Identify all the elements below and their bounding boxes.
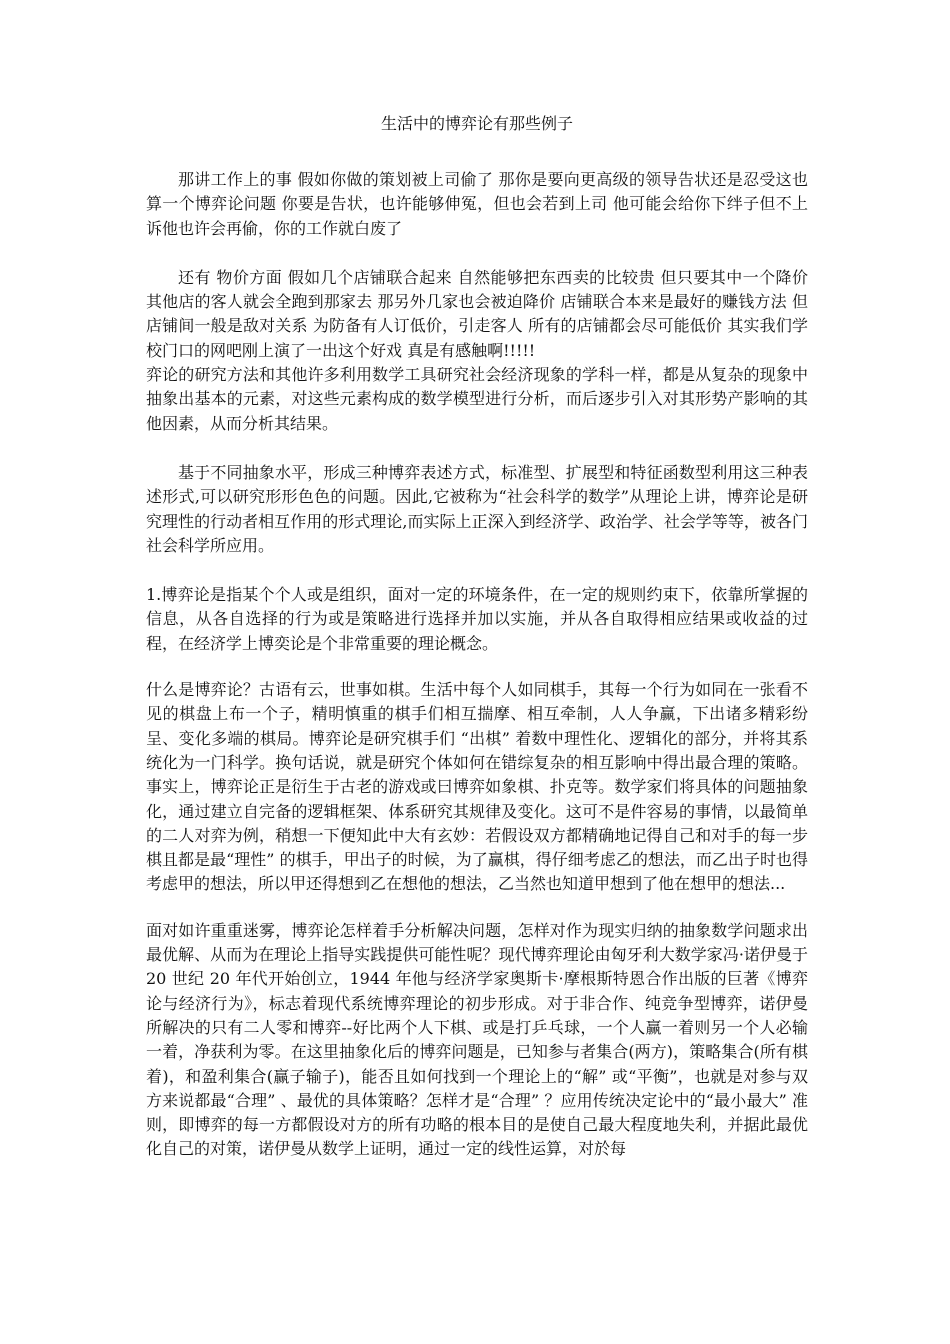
paragraph-representation-forms: 基于不同抽象水平，形成三种博弈表述方式，标准型、扩展型和特征函数型利用这三种表述形式,可以研究形形色色的问题。因此,它被称为“社会科学的数学”从理论上讲，博弈论是研究理性的行动者相互作用的形式理论,而实际上正深入到经济学、政治学、社会学等等，被各门社会科学所应用。 — [146, 462, 808, 555]
document-title: 生活中的博弈论有那些例子 — [380, 114, 573, 133]
document-body — [146, 112, 808, 1162]
paragraph-price-example: 还有 物价方面 假如几个店铺联合起来 自然能够把东西卖的比较贵 但只要其中一个降价 其他店的客人就会全跑到那家去 那另外几家也会被迫降价 店铺联合本来是最好的赚钱方法 但店铺间一般是敌对关系 为防备有人订低价，引走客人 所有的店铺都会尽可能低价 其实我们学校门口的网吧刚上演了一出这个好戏 真是有感触啊!!!!! — [146, 267, 808, 360]
paragraph-what-is-game-theory: 什么是博弈论？古语有云，世事如棋。生活中每个人如同棋手，其每一个行为如同在一张看不见的棋盘上布一个子，精明慎重的棋手们相互揣摩、相互牵制，人人争赢，下出诸多精彩纷呈、变化多端的棋局。博弈论是研究棋手们 “出棋” 着数中理性化、逻辑化的部分，并将其系统化为一门科学。换句话说，就是研究个体如何在错综复杂的相互影响中得出最合理的策略。事实上，博弈论正是衍生于古老的游戏或曰博弈如象棋、扑克等。数学家们将具体的问题抽象化，通过建立自完备的逻辑框架、体系研究其规律及变化。这可不是件容易的事情，以最简单的二人对弈为例，稍想一下便知此中大有玄妙：若假设双方都精确地记得自己和对手的每一步棋且都是最“理性” 的棋手，甲出子的时候，为了赢棋，得仔细考虑乙的想法，而乙出子时也得考虑甲的想法，所以甲还得想到乙在想他的想法，乙当然也知道甲想到了他在想甲的想法... — [146, 680, 808, 894]
paragraph-von-neumann: 面对如许重重迷雾，博弈论怎样着手分析解决问题，怎样对作为现实归纳的抽象数学问题求出最优解、从而为在理论上指导实践提供可能性呢？现代博弈理论由匈牙利大数学家冯·诺伊曼于 20 世纪 20 年代开始创立，1944 年他与经济学家奥斯卡·摩根斯特恩合作出版的巨著《博弈论与经济行为》，标志着现代系统博弈理论的初步形成。对于非合作、纯竞争型博弈，诺伊曼所解决的只有二人零和博弈--好比两个人下棋、或是打乒乓球，一个人赢一着则另一个人必输一着，净获利为零。在这里抽象化后的博弈问题是，已知参与者集合(两方)，策略集合(所有棋着)，和盈利集合(赢子输子)，能否且如何找到一个理论上的“解” 或“平衡”，也就是对参与双方来说都最“合理” 、最优的具体策略？怎样才是“合理” ？应用传统决定论中的“最小最大” 准则，即博弈的每一方都假设对方的所有功略的根本目的是使自己最大程度地失利，并据此最优化自己的对策，诺伊曼从数学上证明，通过一定的线性运算，对於每 — [146, 920, 808, 1159]
paragraph-definition: 1.博弈论是指某个个人或是组织，面对一定的环境条件，在一定的规则约束下，依靠所掌握的信息，从各自选择的行为或是策略进行选择并加以实施，并从各自取得相应结果或收益的过程，在经济学上博奕论是个非常重要的理论概念。 — [146, 585, 808, 653]
paragraph-research-method: 弈论的研究方法和其他许多利用数学工具研究社会经济现象的学科一样，都是从复杂的现象中抽象出基本的元素，对这些元素构成的数学模型进行分析，而后逐步引入对其形势产影响的其他因素，从而分析其结果。 — [146, 365, 808, 433]
paragraph-workplace-example: 那讲工作上的事 假如你做的策划被上司偷了 那你是要向更高级的领导告状还是忍受这也算一个博弈论问题 你要是告状，也许能够伸冤，但也会若到上司 他可能会给你下绊子但不上诉他也许会再偷，你的工作就白废了 — [146, 170, 808, 238]
